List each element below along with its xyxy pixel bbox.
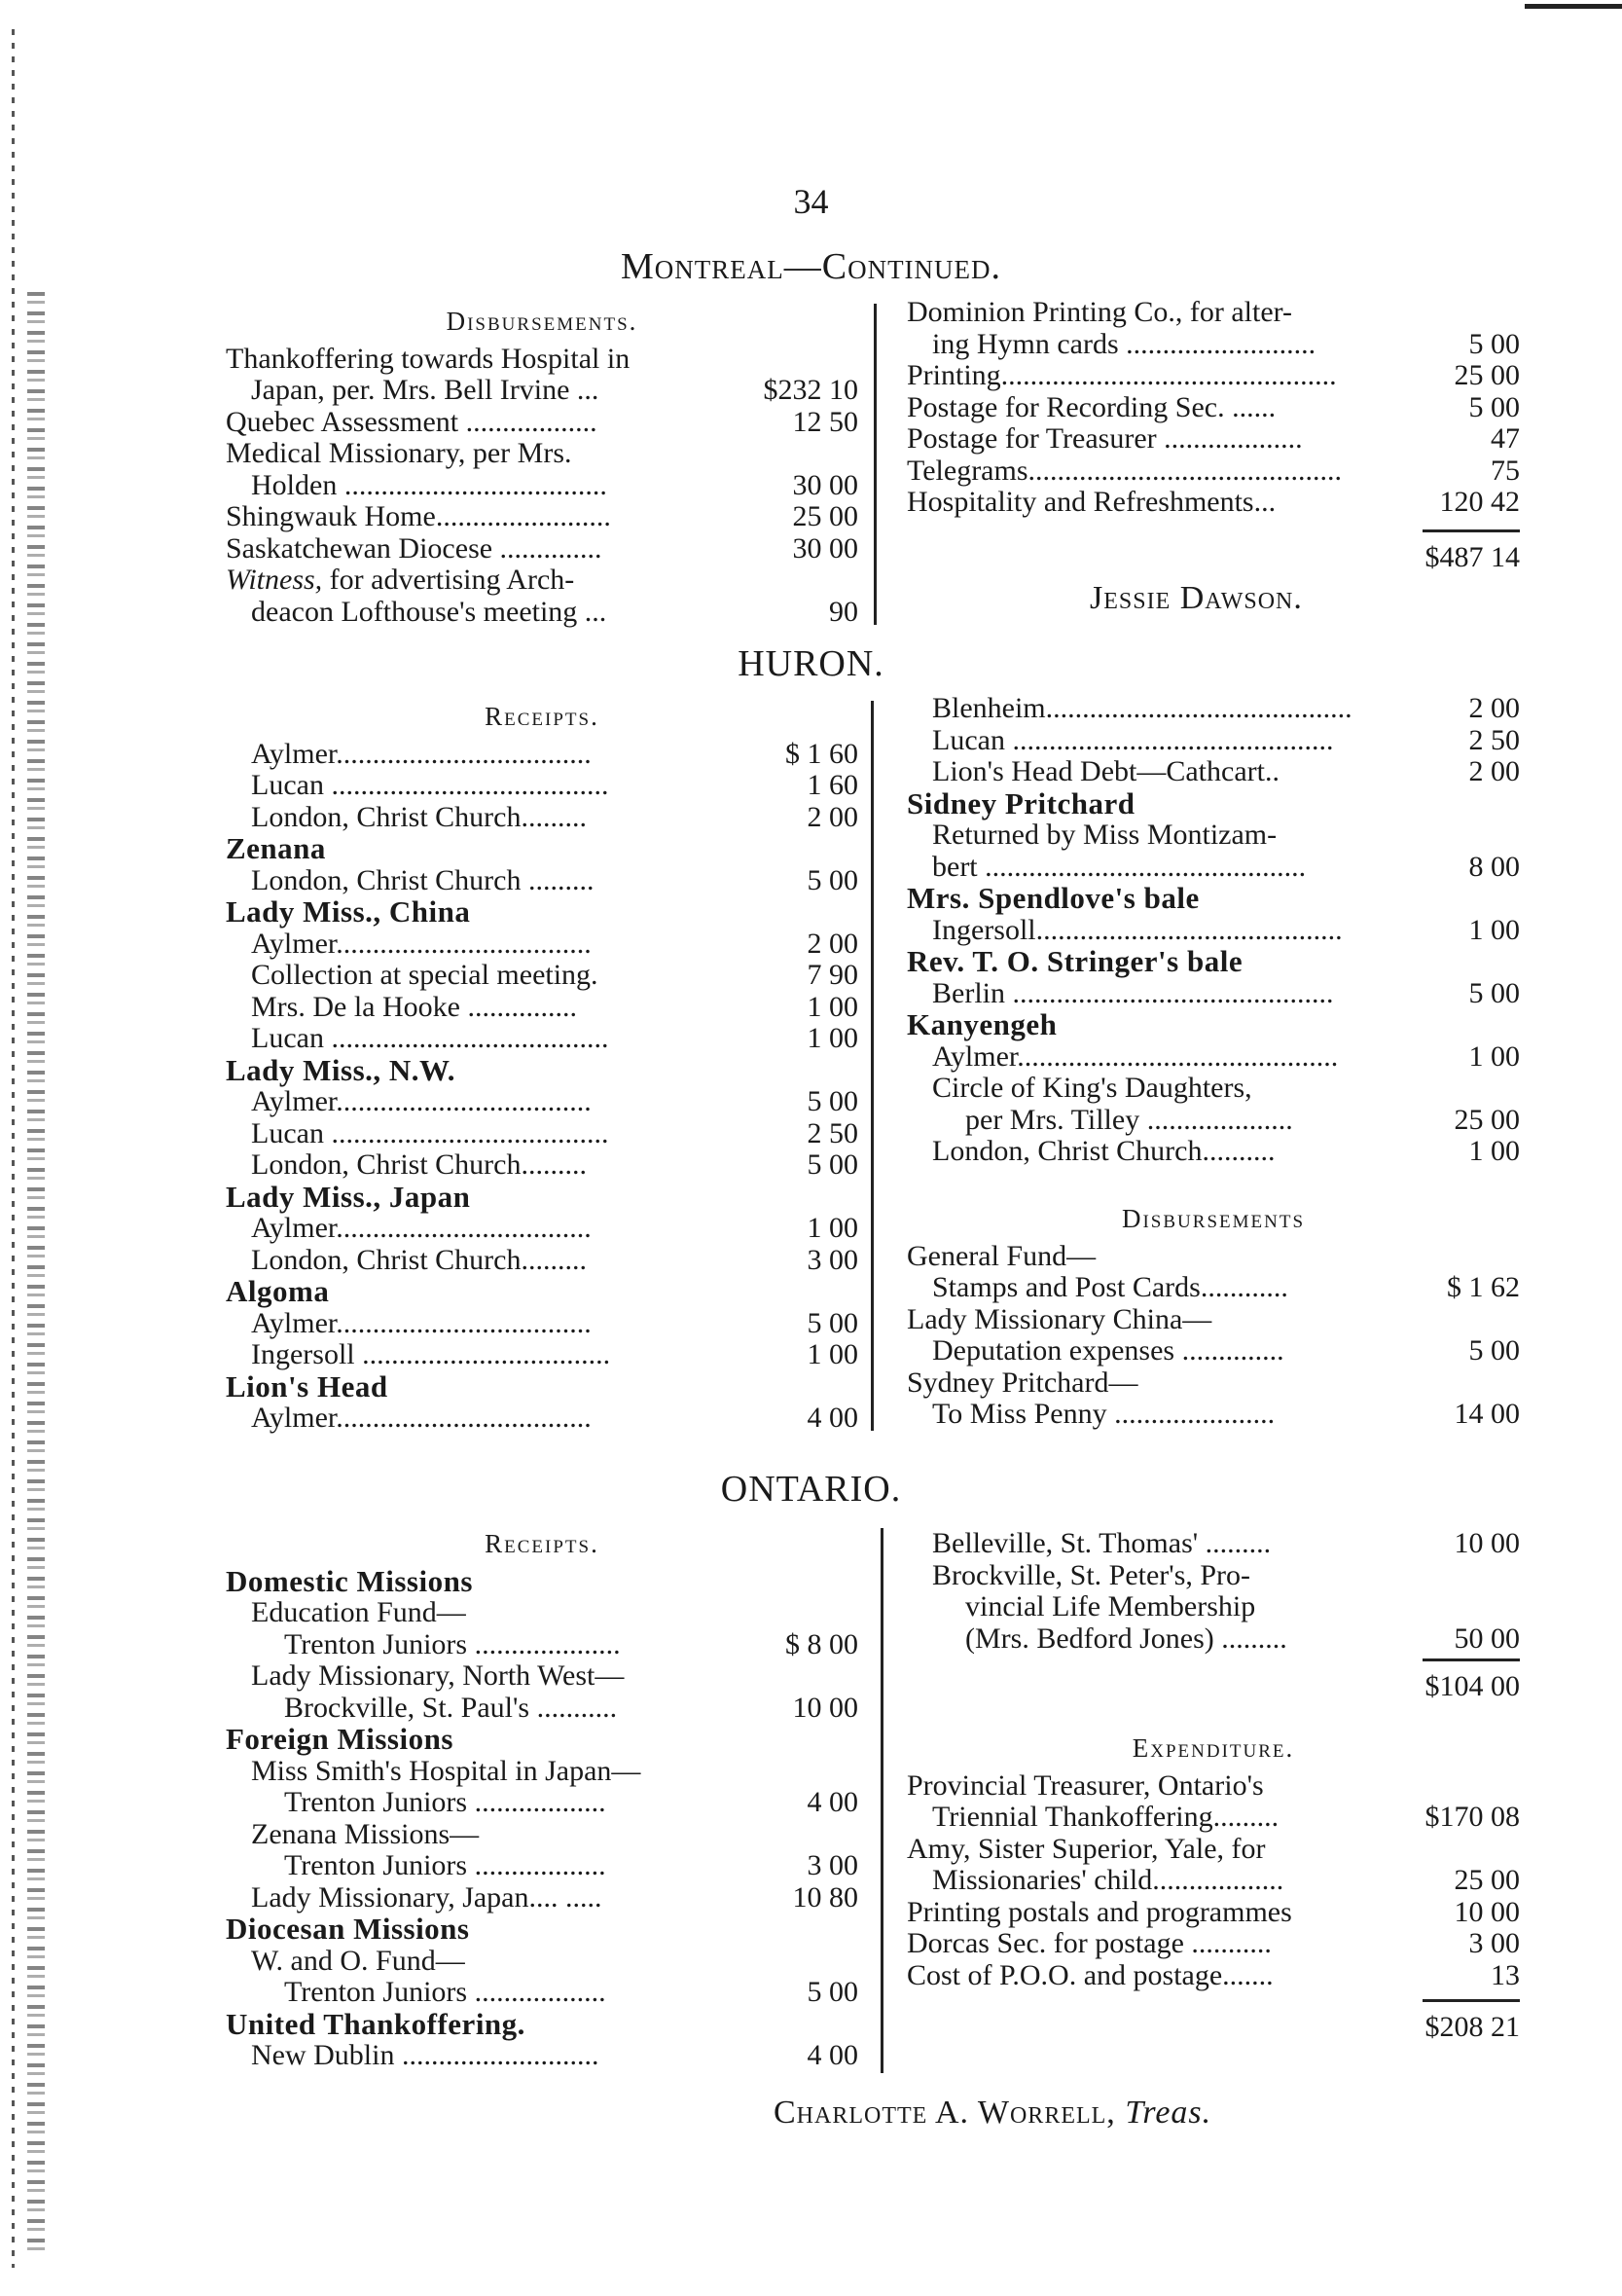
ledger-amount: 1 00 <box>1468 1039 1520 1073</box>
subsection-heading: Algoma <box>226 1274 330 1308</box>
ledger-label: Mrs. De la Hooke ............... <box>251 991 577 1023</box>
ledger-amount: $ 1 62 <box>1447 1271 1520 1303</box>
ledger-label: Berlin ............................................ <box>932 977 1334 1009</box>
ledger-amount: 47 <box>1491 422 1520 455</box>
ledger-amount: 5 00 <box>1468 390 1520 423</box>
ledger-row <box>907 1528 1520 1560</box>
ledger-label: Printing.............................................. <box>907 360 1337 391</box>
ledger-amount: 2 00 <box>807 800 858 833</box>
ledger-label: Collection at special meeting. <box>251 960 598 991</box>
ledger-label: Printing postals and programmes <box>907 1896 1292 1928</box>
ledger-label: Trenton Juniors .................... <box>284 1628 621 1660</box>
ledger-amount: 1 00 <box>807 1022 858 1054</box>
ledger-amount: 3 00 <box>807 1849 858 1881</box>
ledger-amount: 25 00 <box>1454 1864 1520 1896</box>
ledger-amount: 1 00 <box>807 1338 858 1370</box>
ontario-expenditure <box>907 1729 1520 1991</box>
ledger-amount: 3 00 <box>807 1243 858 1276</box>
subsection-heading: Kanyengeh <box>907 1007 1058 1041</box>
ledger-row <box>907 725 1520 757</box>
ledger-amount: 3 00 <box>1468 1927 1520 1959</box>
ledger-row <box>226 1629 858 1661</box>
ledger-label: Saskatchewan Diocese .............. <box>226 532 602 565</box>
ledger-label: Trenton Juniors .................. <box>284 1977 606 2008</box>
subsection-heading: United Thankoffering. <box>226 2006 525 2041</box>
ledger-label: Missionaries' child.................. <box>932 1865 1284 1896</box>
ledger-amount: 13 <box>1491 1958 1520 1991</box>
ledger-row <box>226 1023 858 1055</box>
ledger-amount: 5 00 <box>1468 976 1520 1009</box>
ledger-row <box>226 929 858 961</box>
ledger-row <box>907 456 1520 488</box>
binding-edge-texture <box>27 292 45 2258</box>
entry-text: Returned by Miss Montizam- <box>932 819 1278 851</box>
ledger-amount: 25 00 <box>1454 359 1520 391</box>
entry-text: Circle of King's Daughters, <box>932 1072 1252 1104</box>
ledger-row <box>226 1882 858 1914</box>
ledger-row <box>907 1041 1520 1074</box>
ledger-row <box>907 487 1520 519</box>
ledger-label: Aylmer................................... <box>251 928 592 960</box>
ledger-amount: 1 00 <box>807 1212 858 1244</box>
entry-text: Education Fund— <box>251 1596 466 1628</box>
ledger-amount: 1 00 <box>1468 1135 1520 1167</box>
ledger-label: Japan, per. Mrs. Bell Irvine ... <box>251 375 599 406</box>
ledger-row <box>907 756 1520 788</box>
subsection-heading: Lady Miss., China <box>226 894 471 929</box>
ledger-row <box>226 1086 858 1118</box>
ledger-row <box>226 407 858 439</box>
entry-text: Sydney Pritchard— <box>907 1366 1138 1399</box>
entry-text: vincial Life Membership <box>965 1590 1256 1622</box>
ledger-label: Lady Missionary, Japan.... ..... <box>251 1881 602 1913</box>
ontario-receipts-total-block <box>907 1655 1520 1703</box>
ledger-amount: 5 00 <box>807 863 858 896</box>
ledger-row <box>907 978 1520 1010</box>
ledger-amount: $ 8 00 <box>785 1627 858 1660</box>
ledger-amount: 10 00 <box>1454 1895 1520 1928</box>
ledger-row <box>907 297 1520 329</box>
ledger-amount: 30 00 <box>792 531 858 565</box>
ontario-signature <box>774 2095 1211 2132</box>
ledger-label: Lucan ...................................... <box>251 1117 609 1149</box>
ledger-label: Ingersoll.......................................... <box>932 914 1343 946</box>
ledger-label: Dorcas Sec. for postage ........... <box>907 1928 1272 1959</box>
ledger-amount: 2 00 <box>1468 692 1520 724</box>
ledger-amount: 10 00 <box>792 1691 858 1724</box>
ledger-amount: 50 00 <box>1454 1622 1520 1655</box>
huron-receipts-right <box>907 693 1520 1168</box>
ledger-row <box>226 770 858 802</box>
subsection-heading: Domestic Missions <box>226 1563 473 1598</box>
ledger-amount: 10 00 <box>1454 1527 1520 1559</box>
ledger-label: ing Hymn cards .......................... <box>932 328 1316 360</box>
page-number: 34 <box>793 182 829 221</box>
subsection-heading: Diocesan Missions <box>226 1912 470 1946</box>
ledger-label: Lucan ...................................... <box>251 1023 609 1054</box>
ledger-row <box>907 1865 1520 1897</box>
ledger-row <box>226 802 858 834</box>
ledger-label: Aylmer............................................ <box>932 1040 1339 1073</box>
ledger-row <box>907 329 1520 361</box>
subsection-heading: Zenana <box>226 831 326 865</box>
ledger-label: Triennial Thankoffering......... <box>932 1802 1280 1833</box>
ledger-label: Shingwauk Home........................ <box>226 501 611 532</box>
montreal-total-block <box>907 526 1520 574</box>
ledger-amount: 30 00 <box>792 468 858 501</box>
subsection-heading: Rev. T. O. Stringer's bale <box>907 944 1244 978</box>
ledger-row <box>226 960 858 992</box>
ledger-row <box>226 597 858 629</box>
ledger-row <box>907 392 1520 424</box>
huron-receipts-left <box>226 697 858 1435</box>
huron-disbursements-heading: Disbursements <box>1121 1204 1306 1233</box>
ledger-label: per Mrs. Tilley .................... <box>965 1104 1293 1136</box>
ontario-receipts-heading: Receipts. <box>485 1529 599 1558</box>
column-divider <box>881 1528 883 2073</box>
ledger-label: London, Christ Church......... <box>251 1149 587 1181</box>
entry-text: Amy, Sister Superior, Yale, for <box>907 1832 1266 1865</box>
ledger-amount: 5 00 <box>807 1306 858 1339</box>
ledger-row <box>226 501 858 533</box>
ledger-label: Blenheim.......................................... <box>932 693 1352 724</box>
ledger-row <box>226 1850 858 1882</box>
ledger-row <box>226 1308 858 1340</box>
ledger-amount: 5 00 <box>807 1976 858 2008</box>
ledger-row <box>226 1693 858 1725</box>
ledger-label: London, Christ Church ......... <box>251 864 595 896</box>
ledger-row <box>907 1272 1520 1304</box>
ledger-row <box>907 423 1520 456</box>
ledger-label: Aylmer................................... <box>251 1403 592 1434</box>
ontario-expenditure-total: $208 21 <box>1424 2011 1520 2043</box>
ledger-row <box>907 1928 1520 1960</box>
ledger-row <box>907 693 1520 725</box>
ledger-amount: 25 00 <box>1454 1103 1520 1136</box>
ledger-label-rest: for advertising Arch- <box>322 565 575 596</box>
ledger-amount: 2 00 <box>1468 755 1520 787</box>
huron-title: HURON. <box>738 643 884 684</box>
ledger-row <box>226 375 858 407</box>
entry-text: Zenana Missions— <box>251 1817 480 1850</box>
ledger-row <box>907 1897 1520 1929</box>
ontario-title: ONTARIO. <box>720 1469 902 1510</box>
montreal-disbursements-left <box>226 302 858 628</box>
ledger-row <box>907 1802 1520 1834</box>
ledger-label: Aylmer................................... <box>251 1086 592 1117</box>
ledger-label: Belleville, St. Thomas' ......... <box>932 1528 1272 1559</box>
ledger-row <box>907 852 1520 884</box>
ledger-label: London, Christ Church......... <box>251 801 587 833</box>
ontario-receipts-left <box>226 1524 858 2072</box>
ledger-row <box>226 2040 858 2072</box>
ledger-row <box>226 1118 858 1150</box>
huron-receipts-heading: Receipts. <box>485 702 599 731</box>
ledger-row <box>907 1335 1520 1367</box>
ledger-amount: 14 00 <box>1454 1398 1520 1430</box>
ledger-label: Thankoffering towards Hospital in <box>226 343 631 375</box>
ledger-label: Brockville, St. Paul's ........... <box>284 1692 618 1724</box>
ledger-amount: 5 00 <box>807 1085 858 1117</box>
entry-text: Miss Smith's Hospital in Japan— <box>251 1754 641 1787</box>
montreal-disbursements-right <box>907 297 1520 519</box>
ledger-label-italic: Witness, <box>226 565 323 596</box>
entry-text: Lady Missionary, North West— <box>251 1659 625 1692</box>
ledger-row <box>907 915 1520 947</box>
ledger-row <box>226 1787 858 1819</box>
ledger-row <box>907 1105 1520 1137</box>
subsection-heading: Lion's Head <box>226 1368 388 1403</box>
column-divider <box>871 701 874 1431</box>
column-divider <box>874 304 877 625</box>
ledger-amount: 75 <box>1491 454 1520 487</box>
montreal-total: $487 14 <box>1424 541 1520 573</box>
subsection-heading: Lady Miss., Japan <box>226 1179 471 1214</box>
ledger-row <box>226 1149 858 1182</box>
ledger-row <box>226 1403 858 1435</box>
ledger-label: Aylmer................................... <box>251 738 592 770</box>
ontario-expenditure-total-block <box>907 1995 1520 2044</box>
ledger-row <box>907 1136 1520 1168</box>
ledger-label: Dominion Printing Co., for alter- <box>907 297 1293 328</box>
ledger-row <box>226 1977 858 2009</box>
ledger-label: Trenton Juniors .................. <box>284 1850 606 1881</box>
subsection-heading: Sidney Pritchard <box>907 785 1135 820</box>
ledger-label: Aylmer................................... <box>251 1307 592 1339</box>
ledger-label: Deputation expenses .............. <box>932 1335 1284 1367</box>
ledger-amount: 1 00 <box>1468 913 1520 946</box>
ledger-amount: 5 00 <box>807 1148 858 1181</box>
ledger-row <box>226 344 858 376</box>
montreal-title: Montreal—Continued. <box>620 246 1002 287</box>
ledger-label: Ingersoll .................................. <box>251 1339 611 1370</box>
entry-text: General Fund— <box>907 1239 1097 1272</box>
ledger-amount: 4 00 <box>807 1786 858 1818</box>
signature-name: Charlotte A. Worrell, <box>774 2095 1116 2131</box>
ledger-label: Postage for Treasurer ................... <box>907 423 1303 455</box>
ledger-label: Medical Missionary, per Mrs. <box>226 438 572 469</box>
ledger-row <box>226 739 858 771</box>
entry-text: Lady Missionary China— <box>907 1302 1212 1335</box>
ledger-label: London, Christ Church.......... <box>932 1136 1276 1167</box>
ledger-amount: 10 80 <box>792 1880 858 1913</box>
ledger-amount: 25 00 <box>792 500 858 532</box>
montreal-signature: Jessie Dawson. <box>1090 580 1303 616</box>
ledger-amount: 8 00 <box>1468 850 1520 883</box>
ledger-amount: 90 <box>829 595 858 628</box>
huron-disbursements <box>907 1199 1520 1431</box>
corner-mark <box>1525 4 1622 9</box>
binding-edge <box>12 29 15 2268</box>
ledger-label: To Miss Penny ...................... <box>932 1399 1276 1430</box>
ledger-label: deacon Lofthouse's meeting ... <box>251 596 607 628</box>
ledger-label: Aylmer................................... <box>251 1213 592 1244</box>
ledger-label: Quebec Assessment .................. <box>226 406 597 438</box>
ledger-label: (Mrs. Bedford Jones) ......... <box>965 1622 1287 1655</box>
entry-text: Brockville, St. Peter's, Pro- <box>932 1558 1251 1591</box>
ledger-row <box>226 1339 858 1371</box>
ledger-amount: 1 00 <box>807 990 858 1023</box>
entry-text: W. and O. Fund— <box>251 1944 465 1977</box>
ledger-label: Hospitality and Refreshments... <box>907 487 1277 518</box>
ledger-amount: 4 00 <box>807 2039 858 2071</box>
ledger-row <box>907 1399 1520 1431</box>
subsection-heading: Lady Miss., N.W. <box>226 1052 455 1087</box>
ledger-row <box>226 865 858 897</box>
ledger-label: Postage for Recording Sec. ...... <box>907 391 1277 423</box>
ledger-row <box>226 565 858 597</box>
ledger-row <box>226 533 858 565</box>
ledger-label: Lucan ...................................... <box>251 770 609 801</box>
entry-text: Provincial Treasurer, Ontario's <box>907 1768 1264 1802</box>
ledger-label: Lucan ............................................ <box>932 724 1334 756</box>
montreal-disbursements-heading: Disbursements. <box>446 307 638 336</box>
ledger-label: Telegrams........................................... <box>907 455 1343 487</box>
ontario-receipts-right <box>907 1528 1520 1655</box>
ledger-label: Stamps and Post Cards............ <box>932 1272 1288 1303</box>
ontario-receipts-total: $104 00 <box>1424 1670 1520 1702</box>
ledger-label: Trenton Juniors .................. <box>284 1787 606 1818</box>
signature-title: Treas. <box>1125 2095 1212 2131</box>
ledger-amount: 4 00 <box>807 1402 858 1434</box>
ledger-label: Lion's Head Debt—Cathcart.. <box>932 756 1280 787</box>
ledger-amount: 2 50 <box>1468 723 1520 756</box>
ledger-amount: 1 60 <box>807 769 858 801</box>
subsection-heading: Mrs. Spendlove's bale <box>907 881 1200 915</box>
ledger-amount: 7 90 <box>807 959 858 991</box>
ledger-amount: 5 00 <box>1468 327 1520 360</box>
ledger-row <box>907 360 1520 392</box>
ledger-label <box>226 565 759 597</box>
ledger-amount: 120 42 <box>1439 486 1520 518</box>
ledger-label: New Dublin ........................... <box>251 2040 599 2071</box>
ontario-expenditure-heading: Expenditure. <box>1132 1733 1295 1763</box>
ledger-amount: 12 50 <box>792 405 858 438</box>
ledger-label: London, Christ Church......... <box>251 1244 587 1276</box>
ledger-row <box>226 1245 858 1277</box>
ledger-row <box>907 1960 1520 1992</box>
subsection-heading: Foreign Missions <box>226 1722 453 1756</box>
ledger-amount: 5 00 <box>1468 1334 1520 1367</box>
ledger-label: Cost of P.O.O. and postage....... <box>907 1959 1274 1991</box>
ledger-label: Holden .................................... <box>251 469 607 501</box>
ledger-label: bert ............................................ <box>932 851 1307 883</box>
ledger-amount: $232 10 <box>763 374 858 406</box>
ledger-amount: 2 00 <box>807 927 858 960</box>
ledger-row <box>226 1213 858 1245</box>
ledger-amount: 2 50 <box>807 1116 858 1149</box>
ledger-row <box>226 992 858 1024</box>
ledger-row <box>226 438 858 470</box>
ledger-row <box>226 470 858 502</box>
ledger-amount: $170 08 <box>1424 1801 1520 1833</box>
ledger-amount: $ 1 60 <box>785 737 858 770</box>
ledger-row <box>907 1623 1520 1656</box>
